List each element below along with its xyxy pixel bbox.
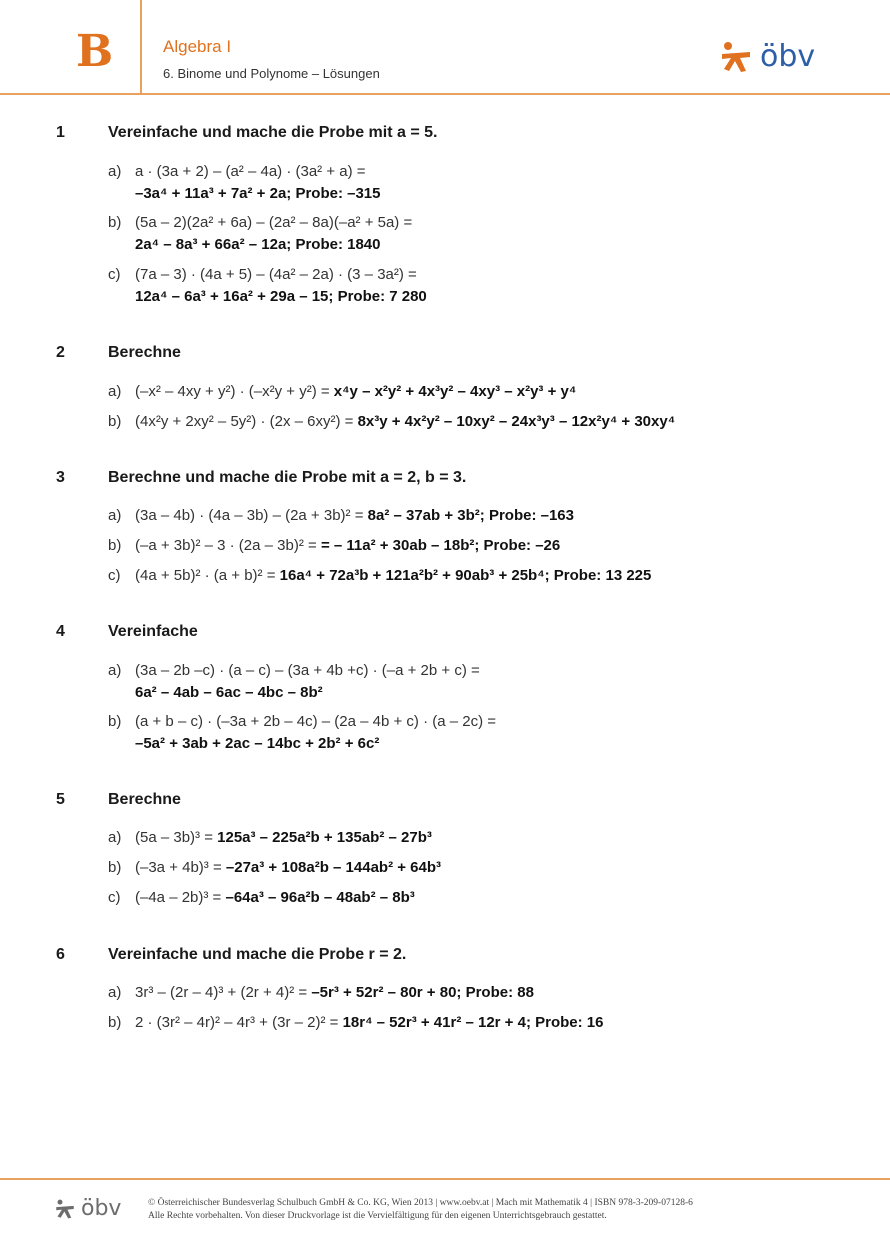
item-label: a) (108, 984, 122, 1001)
item-label: b) (108, 1014, 122, 1031)
star-person-icon (55, 1199, 75, 1219)
page-subtitle: 6. Binome und Polynome – Lösungen (163, 66, 380, 81)
item-result: 12a⁴ – 6a³ + 16a² + 29a – 15; Probe: 7 280 (135, 288, 427, 305)
item-label: c) (108, 889, 121, 906)
item-result: 6a² – 4ab – 6ac – 4bc – 8b² (135, 684, 323, 701)
item-label: a) (108, 829, 122, 846)
item-result: –5a² + 3ab + 2ac – 14bc + 2b² + 6c² (135, 735, 380, 752)
item-task: (5a – 3b)³ = (135, 829, 213, 846)
item-result: –3a⁴ + 11a³ + 7a² + 2a; Probe: –315 (135, 185, 381, 202)
footer-logo (55, 1198, 121, 1220)
item-result: x⁴y – x²y² + 4x³y² – 4xy³ – x²y³ + y⁴ (333, 383, 577, 400)
footer-line-2: Alle Rechte vorbehalten. Von dieser Druckvorlage ist die Vervielfältigung für den eigenen Unterrichtsgebrauch gestattet. (148, 1211, 607, 1221)
item-label: a) (108, 662, 122, 679)
footer-copyright (148, 1197, 693, 1223)
item-task: (7a – 3) · (4a + 5) – (4a² – 2a) · (3 – 3a²) = (135, 266, 417, 283)
footer-line-1: © Österreichischer Bundesverlag Schulbuch GmbH & Co. KG, Wien 2013 | www.oebv.at | Mach mit Mathematik 4 | ISBN 978-3-209-07128-6 (148, 1198, 693, 1208)
item-label: a) (108, 507, 122, 524)
exercise-item (108, 567, 651, 584)
item-label: c) (108, 266, 121, 283)
exercise-item (108, 662, 480, 679)
exercise-item (108, 383, 576, 400)
item-label: c) (108, 567, 121, 584)
item-label: b) (108, 214, 122, 231)
item-task: (–4a – 2b)³ = (135, 889, 222, 906)
item-task: (5a – 2)(2a² + 6a) – (2a² – 8a)(–a² + 5a) = (135, 214, 413, 231)
exercise-item (108, 537, 560, 554)
exercise-item (108, 266, 417, 283)
footer-divider (0, 1178, 890, 1180)
footer-logo-text: öbv (81, 1196, 122, 1221)
item-task: (–3a + 4b)³ = (135, 859, 222, 876)
item-result: –64a³ – 96a²b – 48ab² – 8b³ (225, 889, 415, 906)
exercise-item (108, 713, 496, 730)
exercise-title: Vereinfache (108, 623, 198, 640)
exercise-number: 1 (56, 124, 65, 141)
exercise-item (108, 829, 432, 846)
item-task: (4a + 5b)² · (a + b)² = (135, 567, 276, 584)
item-result: 8x³y + 4x²y² – 10xy² – 24x³y³ – 12x²y⁴ + 30xy⁴ (357, 413, 676, 430)
exercise-item (108, 163, 366, 180)
logo-text: öbv (760, 39, 816, 74)
exercise-title: Berechne (108, 791, 181, 808)
exercise-item (108, 889, 415, 906)
exercise-item (108, 1014, 603, 1031)
item-label: b) (108, 713, 122, 730)
item-task: 2 · (3r² – 4r)² – 4r³ + (3r – 2)² = (135, 1014, 339, 1031)
exercise-number: 4 (56, 623, 65, 640)
item-label: a) (108, 163, 122, 180)
item-label: b) (108, 859, 122, 876)
exercise-number: 2 (56, 344, 65, 361)
exercise-item (108, 984, 534, 1001)
exercise-item (108, 214, 412, 231)
item-result: 18r⁴ – 52r³ + 41r² – 12r + 4; Probe: 16 (342, 1014, 604, 1031)
item-result: 8a² – 37ab + 3b²; Probe: –163 (367, 507, 574, 524)
item-label: b) (108, 413, 122, 430)
item-task: (3a – 4b) · (4a – 3b) – (2a + 3b)² = (135, 507, 364, 524)
exercise-title: Berechne und mache die Probe mit a = 2, b = 3. (108, 469, 467, 486)
exercise-title: Vereinfache und mache die Probe mit a = 5. (108, 124, 438, 141)
exercise-item (108, 413, 675, 430)
item-task: (3a – 2b –c) · (a – c) – (3a + 4b +c) · (–a + 2b + c) = (135, 662, 480, 679)
page-title: Algebra I (163, 37, 232, 56)
exercise-number: 5 (56, 791, 65, 808)
item-result: 2a⁴ – 8a³ + 66a² – 12a; Probe: 1840 (135, 236, 381, 253)
exercise-title: Vereinfache und mache die Probe r = 2. (108, 946, 407, 963)
item-result: 16a⁴ + 72a³b + 121a²b² + 90ab³ + 25b⁴; Probe: 13 225 (279, 567, 652, 584)
exercise-item (108, 507, 574, 524)
exercise-title: Berechne (108, 344, 181, 361)
exercise-number: 6 (56, 946, 65, 963)
item-task: 3r³ – (2r – 4)³ + (2r + 4)² = (135, 984, 308, 1001)
item-result: 125a³ – 225a²b + 135ab² – 27b³ (217, 829, 432, 846)
item-result: –5r³ + 52r² – 80r + 80; Probe: 88 (311, 984, 534, 1001)
item-label: b) (108, 537, 122, 554)
item-result: –27a³ + 108a²b – 144ab² + 64b³ (225, 859, 442, 876)
item-task: (–x² – 4xy + y²) · (–x²y + y²) = (135, 383, 330, 400)
item-result: = – 11a² + 30ab – 18b²; Probe: –26 (320, 537, 561, 554)
item-task: a · (3a + 2) – (a² – 4a) · (3a² + a) = (135, 163, 366, 180)
section-letter: B (76, 26, 114, 77)
item-task: (a + b – c) · (–3a + 2b – 4c) – (2a – 4b + c) · (a – 2c) = (135, 713, 497, 730)
item-task: (–a + 3b)² – 3 · (2a – 3b)² = (135, 537, 317, 554)
item-task: (4x²y + 2xy² – 5y²) · (2x – 6xy²) = (135, 413, 354, 430)
exercise-number: 3 (56, 469, 65, 486)
item-label: a) (108, 383, 122, 400)
exercise-item (108, 859, 441, 876)
